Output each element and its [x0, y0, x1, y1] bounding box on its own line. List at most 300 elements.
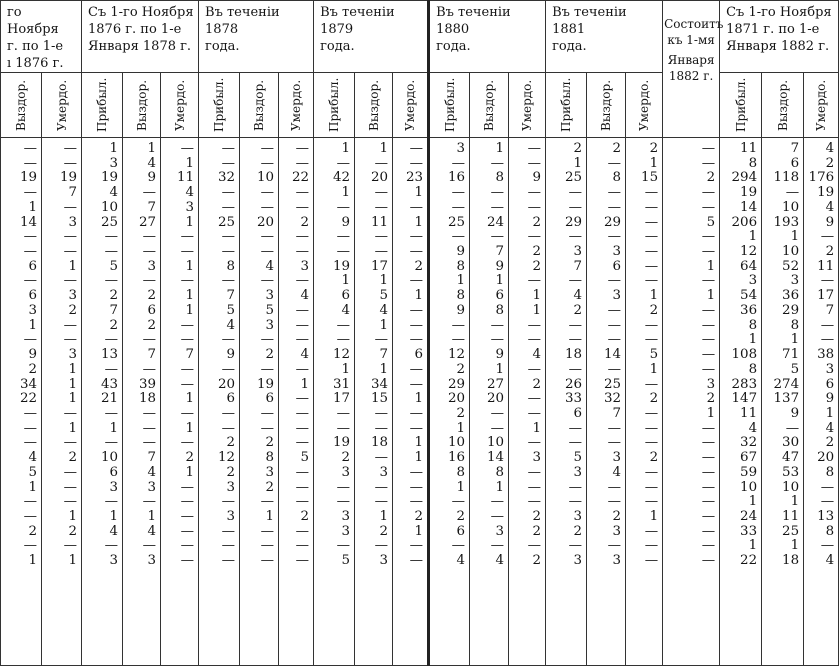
- data-cell: —: [644, 376, 659, 392]
- data-cell: 10: [782, 199, 800, 215]
- data-cell: —: [63, 229, 78, 245]
- data-cell: —: [180, 244, 195, 260]
- data-cell: —: [451, 538, 466, 554]
- data-cell: 3: [495, 523, 505, 539]
- data-cell: 1: [147, 141, 157, 156]
- data-cell: —: [409, 317, 424, 333]
- data-cell: —: [701, 479, 716, 495]
- data-cell: 9: [226, 347, 236, 363]
- data-cell: 4: [300, 288, 310, 304]
- data-cell: —: [644, 494, 659, 510]
- data-cell: 20: [448, 391, 466, 407]
- data-cell: —: [568, 229, 583, 245]
- data-column: [161, 138, 199, 666]
- data-cell: 7: [147, 450, 157, 466]
- data-cell: —: [142, 538, 157, 554]
- data-cell: 2: [226, 435, 236, 451]
- data-cell: 2: [265, 435, 275, 451]
- data-cell: 18: [782, 553, 800, 569]
- data-cell: 8: [748, 155, 758, 171]
- data-cell: —: [104, 273, 119, 289]
- data-cell: 8: [612, 170, 622, 186]
- data-cell: 6: [495, 288, 505, 304]
- data-cell: 1: [379, 273, 389, 289]
- data-cell: —: [607, 494, 622, 510]
- data-cell: 5: [790, 361, 800, 377]
- data-cell: 71: [782, 347, 800, 363]
- data-cell: 32: [217, 170, 236, 186]
- data-cell: 33: [565, 391, 583, 407]
- data-cell: 17: [817, 288, 835, 304]
- data-cell: 29: [565, 214, 583, 230]
- data-cell: 5: [265, 302, 275, 318]
- data-cell: —: [409, 479, 424, 495]
- data-cell: —: [23, 244, 37, 260]
- data-cell: —: [23, 494, 37, 510]
- data-cell: —: [607, 479, 622, 495]
- data-cell: 30: [782, 435, 800, 451]
- data-cell: 22: [292, 170, 310, 186]
- data-cell: 8: [456, 258, 466, 274]
- data-cell: 108: [731, 347, 758, 363]
- sub-header: Умердо.: [509, 73, 546, 138]
- data-cell: 193: [773, 214, 800, 230]
- data-cell: 5: [226, 302, 236, 318]
- data-cell: —: [785, 185, 800, 201]
- data-cell: 3: [706, 376, 716, 392]
- data-cell: 34: [19, 376, 37, 392]
- data-cell: 9: [341, 214, 351, 230]
- data-cell: 4: [573, 288, 583, 304]
- sub-header: Выздор.: [762, 73, 804, 138]
- data-cell: 2: [649, 302, 659, 318]
- group-header: го Ноября г. по 1-е ı 1876 г.: [1, 1, 82, 73]
- data-cell: 54: [740, 288, 758, 304]
- data-column: [429, 138, 470, 666]
- data-cell: —: [180, 405, 195, 421]
- data-cell: 8: [226, 258, 236, 274]
- sub-header: Умердо.: [804, 73, 839, 138]
- data-cell: —: [701, 361, 716, 377]
- data-cell: —: [260, 494, 275, 510]
- data-cell: 6: [825, 376, 835, 392]
- data-cell: 3: [109, 155, 119, 171]
- data-cell: 23: [406, 170, 424, 186]
- data-cell: —: [336, 155, 351, 171]
- data-cell: 18: [565, 347, 583, 363]
- data-cell: —: [701, 155, 716, 171]
- data-cell: 59: [740, 464, 758, 480]
- data-cell: —: [451, 494, 466, 510]
- data-cell: —: [607, 332, 622, 348]
- data-cell: 274: [773, 376, 800, 392]
- data-cell: —: [260, 185, 275, 201]
- data-cell: 3: [147, 479, 157, 495]
- data-cell: 1: [825, 405, 835, 421]
- data-cell: 7: [495, 244, 505, 260]
- data-column: [546, 138, 587, 666]
- data-cell: 2: [706, 391, 716, 407]
- sub-header: Умердо.: [626, 73, 663, 138]
- data-cell: 13: [817, 508, 835, 524]
- data-cell: 1: [68, 361, 78, 377]
- data-cell: —: [295, 361, 310, 377]
- data-cell: —: [180, 141, 195, 156]
- data-cell: 2: [226, 464, 236, 480]
- data-cell: —: [490, 229, 505, 245]
- data-cell: 3: [612, 244, 622, 260]
- data-cell: —: [701, 141, 716, 156]
- data-cell: —: [260, 273, 275, 289]
- data-cell: —: [409, 302, 424, 318]
- data-cell: 27: [487, 376, 505, 392]
- data-cell: 25: [100, 214, 119, 230]
- data-cell: —: [295, 229, 310, 245]
- data-cell: 1: [649, 361, 659, 377]
- data-cell: 20: [487, 391, 505, 407]
- data-cell: 11: [740, 141, 758, 156]
- data-cell: —: [180, 273, 195, 289]
- data-cell: 19: [59, 170, 78, 186]
- data-cell: —: [180, 435, 195, 451]
- data-column: [240, 138, 279, 666]
- data-cell: 4: [28, 450, 37, 466]
- data-cell: 3: [341, 508, 351, 524]
- data-column: [470, 138, 509, 666]
- data-cell: 19: [19, 170, 37, 186]
- data-cell: —: [221, 494, 236, 510]
- data-cell: 4: [109, 523, 119, 539]
- data-cell: 294: [731, 170, 758, 186]
- data-cell: —: [221, 155, 236, 171]
- data-cell: 3: [226, 508, 236, 524]
- sub-header: Выздор.: [355, 73, 393, 138]
- data-cell: 1: [649, 288, 659, 304]
- data-cell: 1: [790, 229, 800, 245]
- data-cell: —: [527, 435, 542, 451]
- data-cell: —: [701, 435, 716, 451]
- data-cell: 2: [68, 302, 78, 318]
- data-cell: 9: [495, 258, 505, 274]
- data-cell: —: [63, 435, 78, 451]
- data-cell: 147: [731, 391, 758, 407]
- data-cell: 4: [185, 185, 195, 201]
- data-cell: —: [142, 405, 157, 421]
- data-cell: 1: [456, 420, 466, 436]
- data-cell: —: [23, 229, 37, 245]
- data-cell: —: [644, 538, 659, 554]
- data-cell: 2: [573, 523, 583, 539]
- data-cell: 53: [782, 464, 800, 480]
- data-cell: 3: [68, 214, 78, 230]
- data-cell: —: [221, 405, 236, 421]
- data-cell: —: [701, 420, 716, 436]
- data-cell: 11: [817, 258, 835, 274]
- data-cell: —: [409, 361, 424, 377]
- data-cell: —: [451, 332, 466, 348]
- data-cell: —: [180, 553, 195, 569]
- data-cell: —: [568, 273, 583, 289]
- data-cell: 10: [100, 199, 119, 215]
- data-cell: —: [221, 361, 236, 377]
- sub-header: Умердо.: [161, 73, 199, 138]
- data-cell: 6: [573, 405, 583, 421]
- data-cell: 12: [217, 450, 236, 466]
- data-cell: —: [820, 479, 835, 495]
- data-cell: —: [260, 523, 275, 539]
- data-cell: —: [527, 391, 542, 407]
- data-cell: —: [607, 199, 622, 215]
- data-cell: —: [221, 523, 236, 539]
- data-column: [199, 138, 240, 666]
- data-cell: 7: [147, 199, 157, 215]
- data-cell: 9: [28, 347, 37, 363]
- data-cell: 1: [68, 420, 78, 436]
- data-cell: 1: [748, 332, 758, 348]
- data-cell: —: [644, 435, 659, 451]
- data-cell: 19: [100, 170, 119, 186]
- data-cell: —: [374, 405, 389, 421]
- data-cell: —: [63, 405, 78, 421]
- data-cell: 2: [825, 435, 835, 451]
- group-header-row: [1, 1, 839, 73]
- data-cell: —: [260, 420, 275, 436]
- data-cell: —: [23, 420, 37, 436]
- data-cell: 3: [573, 464, 583, 480]
- sub-header: Прибыл.: [199, 73, 240, 138]
- data-cell: —: [568, 199, 583, 215]
- data-cell: —: [63, 155, 78, 171]
- data-cell: 2: [532, 244, 542, 260]
- data-cell: —: [23, 155, 37, 171]
- data-cell: 3: [109, 553, 119, 569]
- data-cell: —: [221, 199, 236, 215]
- data-cell: 5: [109, 258, 119, 274]
- data-cell: 5: [379, 288, 389, 304]
- data-cell: 24: [740, 508, 758, 524]
- data-cell: —: [23, 538, 37, 554]
- data-cell: —: [336, 494, 351, 510]
- data-cell: —: [527, 494, 542, 510]
- data-cell: 3: [612, 553, 622, 569]
- data-cell: 67: [740, 450, 758, 466]
- data-cell: 7: [147, 347, 157, 363]
- data-cell: —: [607, 229, 622, 245]
- data-cell: —: [374, 199, 389, 215]
- data-cell: 1: [68, 376, 78, 392]
- data-cell: 8: [748, 361, 758, 377]
- data-column: [804, 138, 839, 666]
- data-cell: 2: [414, 508, 424, 524]
- data-column: [663, 138, 720, 666]
- data-cell: —: [568, 494, 583, 510]
- data-cell: 3: [147, 553, 157, 569]
- data-cell: —: [644, 464, 659, 480]
- data-cell: —: [23, 185, 37, 201]
- data-column: [393, 138, 429, 666]
- data-cell: —: [409, 405, 424, 421]
- data-cell: 1: [379, 141, 389, 156]
- data-cell: —: [490, 420, 505, 436]
- data-cell: 2: [456, 405, 466, 421]
- data-cell: —: [701, 523, 716, 539]
- data-cell: 4: [825, 420, 835, 436]
- data-cell: 7: [68, 185, 78, 201]
- data-cell: 2: [185, 450, 195, 466]
- data-cell: 6: [109, 464, 119, 480]
- data-cell: 11: [371, 214, 389, 230]
- data-cell: 34: [371, 376, 389, 392]
- data-cell: 8: [456, 464, 466, 480]
- data-cell: —: [785, 420, 800, 436]
- data-cell: —: [260, 244, 275, 260]
- data-cell: 1: [495, 479, 505, 495]
- data-cell: 1: [532, 420, 542, 436]
- data-column: [42, 138, 82, 666]
- data-cell: 3: [341, 464, 351, 480]
- data-cell: —: [336, 317, 351, 333]
- sub-header: Выздор.: [1, 73, 42, 138]
- data-cell: 5: [28, 464, 37, 480]
- data-cell: 15: [371, 391, 389, 407]
- data-cell: —: [23, 273, 37, 289]
- data-cell: —: [409, 538, 424, 554]
- data-cell: —: [451, 229, 466, 245]
- data-cell: 6: [265, 391, 275, 407]
- data-cell: —: [104, 229, 119, 245]
- data-cell: 33: [740, 523, 758, 539]
- data-cell: 3: [109, 479, 119, 495]
- data-cell: —: [104, 244, 119, 260]
- data-cell: —: [409, 376, 424, 392]
- data-cell: —: [180, 479, 195, 495]
- data-cell: 1: [109, 141, 119, 156]
- data-cell: 17: [371, 258, 389, 274]
- data-cell: —: [142, 244, 157, 260]
- data-cell: 6: [147, 302, 157, 318]
- data-cell: 1: [790, 494, 800, 510]
- data-cell: —: [820, 494, 835, 510]
- standing-header: Состоитъ къ 1-мя Января 1882 г.: [663, 1, 720, 138]
- data-cell: —: [490, 199, 505, 215]
- data-cell: 13: [100, 347, 119, 363]
- data-cell: 1: [28, 479, 37, 495]
- sub-header: Прибыл.: [429, 73, 470, 138]
- data-cell: 3: [265, 288, 275, 304]
- data-cell: 15: [641, 170, 659, 186]
- data-cell: 1: [706, 258, 716, 274]
- data-cell: 11: [176, 170, 195, 186]
- data-cell: 283: [731, 376, 758, 392]
- data-cell: —: [221, 420, 236, 436]
- sub-header: Умердо.: [279, 73, 314, 138]
- data-cell: 11: [782, 508, 800, 524]
- data-cell: 2: [147, 288, 157, 304]
- data-cell: 25: [448, 214, 466, 230]
- data-cell: —: [701, 494, 716, 510]
- data-cell: 1: [185, 155, 195, 171]
- data-cell: —: [820, 317, 835, 333]
- data-cell: 10: [782, 244, 800, 260]
- data-cell: 3: [790, 273, 800, 289]
- data-cell: —: [568, 479, 583, 495]
- data-cell: 19: [740, 185, 758, 201]
- data-cell: 2: [109, 317, 119, 333]
- data-cell: —: [568, 185, 583, 201]
- data-cell: 3: [612, 450, 622, 466]
- data-cell: 7: [573, 258, 583, 274]
- data-cell: —: [260, 229, 275, 245]
- data-cell: —: [701, 347, 716, 363]
- group-header: Въ теченіи 1879 года.: [314, 1, 429, 73]
- data-cell: 4: [495, 553, 505, 569]
- data-column: [1, 138, 42, 666]
- data-cell: 7: [109, 302, 119, 318]
- data-cell: —: [260, 538, 275, 554]
- data-cell: —: [490, 405, 505, 421]
- data-cell: —: [63, 244, 78, 260]
- data-cell: 3: [300, 258, 310, 274]
- data-cell: —: [295, 199, 310, 215]
- data-cell: 22: [19, 391, 37, 407]
- data-cell: 9: [532, 170, 542, 186]
- data-cell: 1: [748, 538, 758, 554]
- data-cell: 3: [185, 199, 195, 215]
- data-cell: 1: [649, 155, 659, 171]
- data-cell: —: [63, 199, 78, 215]
- data-cell: 176: [808, 170, 835, 186]
- sub-header: Прибыл.: [546, 73, 587, 138]
- data-cell: 8: [825, 464, 835, 480]
- data-cell: 19: [333, 258, 351, 274]
- data-cell: 3: [226, 479, 236, 495]
- data-cell: —: [63, 494, 78, 510]
- data-cell: —: [527, 464, 542, 480]
- data-cell: 3: [265, 317, 275, 333]
- data-cell: 29: [448, 376, 466, 392]
- data-cell: 20: [371, 170, 389, 186]
- data-cell: 1: [414, 214, 424, 230]
- data-cell: —: [63, 317, 78, 333]
- data-cell: 8: [456, 288, 466, 304]
- data-cell: 3: [612, 523, 622, 539]
- data-cell: —: [527, 185, 542, 201]
- data-column: [762, 138, 804, 666]
- data-cell: —: [374, 420, 389, 436]
- data-cell: —: [644, 214, 659, 230]
- data-cell: —: [451, 199, 466, 215]
- data-cell: 2: [825, 244, 835, 260]
- data-cell: —: [607, 302, 622, 318]
- data-cell: 2: [532, 376, 542, 392]
- data-cell: 1: [414, 523, 424, 539]
- data-cell: 1: [495, 273, 505, 289]
- data-cell: —: [451, 317, 466, 333]
- data-cell: —: [295, 302, 310, 318]
- data-cell: 3: [456, 141, 466, 156]
- data-cell: 1: [414, 450, 424, 466]
- data-row: [1, 138, 839, 666]
- data-cell: 9: [495, 347, 505, 363]
- data-cell: —: [260, 332, 275, 348]
- data-cell: 1: [109, 508, 119, 524]
- data-cell: 36: [740, 302, 758, 318]
- data-cell: —: [63, 273, 78, 289]
- data-cell: —: [568, 361, 583, 377]
- data-cell: 4: [300, 347, 310, 363]
- data-cell: 1: [414, 288, 424, 304]
- sub-header: Прибыл.: [720, 73, 762, 138]
